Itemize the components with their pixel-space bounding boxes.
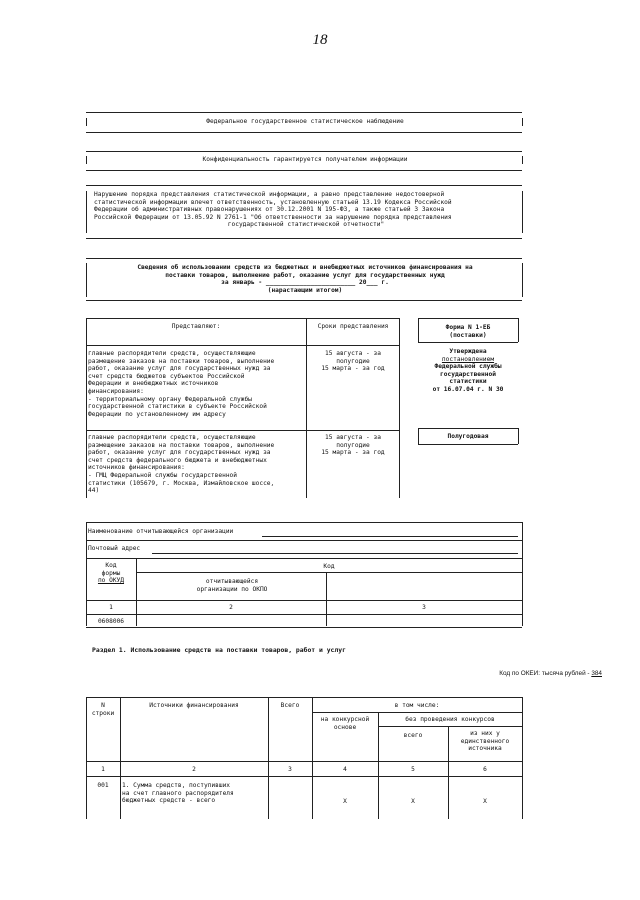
liability-line: государственной статистической отчетности": [227, 221, 385, 229]
competitive-header-line: основе: [333, 723, 357, 731]
single-source-header-line: единственного: [460, 737, 510, 745]
liability-notice: [94, 191, 518, 229]
box4-bottom-rule: [86, 300, 522, 301]
box1-left: [86, 118, 87, 126]
who-line: - ГМЦ Федеральной службы государственной: [88, 471, 238, 479]
box3-top-rule: [86, 185, 522, 186]
code-header-rule: [136, 572, 522, 573]
period-box-right: [518, 428, 519, 444]
box2-top-rule: [86, 151, 522, 152]
form-number: Форма N 1-ЕБ: [445, 324, 491, 331]
who-line: финансирования:: [88, 387, 144, 395]
who-line: главные распорядители средств, осуществляющие: [88, 350, 256, 357]
okpo-header-line: отчитывающейся: [205, 578, 259, 585]
form-box-mid: [418, 342, 518, 343]
including-rule: [312, 712, 522, 713]
report-title-line: поставки товаров, выполнение работ, оказание услуг для государственных нужд: [165, 271, 445, 279]
box3-left: [86, 191, 87, 233]
when-line: 15 августа - за: [325, 350, 381, 357]
approval-line: статистики: [449, 378, 487, 386]
report-period-line: за январь - ________________________ 20___ г.: [221, 279, 389, 287]
submit-row-1-when: [309, 350, 397, 373]
org-top-rule: [86, 522, 522, 523]
postal-address-label: Почтовый адрес: [88, 545, 141, 552]
who-header: Представляют:: [171, 323, 221, 330]
code-values-rule: [86, 614, 522, 615]
okpo-header: [140, 578, 324, 593]
when-line: 15 марта - за год: [321, 365, 385, 373]
report-cumulative-note: (нарастающим итогом): [267, 286, 343, 294]
funding-source-header: Источники финансирования: [149, 702, 239, 709]
row-number: 001: [97, 782, 109, 789]
who-line: счет средств бюджетов субъектов Российской: [88, 372, 245, 380]
row-number-header-line: строки: [91, 709, 115, 717]
row-number-header: [88, 702, 118, 717]
including-header: в том числе:: [394, 702, 440, 709]
single-source-header-line: источника: [468, 745, 502, 753]
single-source-header-line: из них у: [470, 730, 500, 737]
row-competitive: Х: [343, 798, 347, 805]
row-source-line: на счет главного распорядителя: [122, 789, 234, 797]
org-name-field[interactable]: [262, 536, 518, 537]
colnum: 1: [109, 604, 113, 611]
colnum: 3: [288, 766, 292, 773]
code-header: Код: [323, 563, 335, 570]
form-box-right: [518, 318, 519, 342]
liability-line: Нарушение порядка представления статистической информации, а равно представление недостоверной: [94, 191, 445, 198]
box2-bottom-rule: [86, 170, 522, 171]
colnum: 4: [343, 766, 347, 773]
table-row: [86, 780, 522, 816]
box3-bottom-rule: [86, 238, 522, 239]
sec-colnum-rule: [86, 776, 522, 777]
org-left: [86, 522, 87, 626]
box1-top-rule: [86, 112, 522, 113]
who-line: главные распорядители средств, осуществляющие: [88, 434, 256, 441]
who-line: государственной статистики в субъекте Российской: [88, 403, 267, 411]
box4-left: [86, 263, 87, 297]
submit-header-rule: [86, 345, 400, 346]
okud-header: [88, 562, 134, 585]
noncompetitive-rule: [378, 726, 522, 727]
period-box-bottom: [418, 444, 518, 445]
who-line: размещение заказов на поставки товаров, выполнение: [88, 441, 275, 449]
sec-header-rule: [86, 761, 522, 762]
okpo-header-line: организации по ОКПО: [196, 585, 268, 593]
approval-line: Утверждена: [449, 348, 487, 355]
org-bottom-rule: [86, 627, 522, 628]
when-line: 15 марта - за год: [321, 449, 385, 457]
who-line: статистики (105679, г. Москва, Измайловское шоссе,: [88, 479, 275, 487]
confidentiality-note: Конфиденциальность гарантируется получателем информации: [202, 156, 408, 163]
who-line: счет средств федерального бюджета и внебюджетных: [88, 456, 267, 464]
competitive-header: [314, 716, 376, 731]
box1-right: [522, 118, 523, 126]
sec-col-6: [522, 697, 523, 819]
submit-row-2-who: [88, 434, 304, 495]
submit-row-rule: [86, 430, 400, 431]
row-noncompetitive: Х: [411, 798, 415, 805]
report-periodicity: Полугодовая: [447, 433, 489, 440]
okud-header-line: формы: [101, 569, 121, 577]
who-line: Федерации по установленному им адресу: [88, 410, 226, 418]
noncompetitive-header: без проведения конкурсов: [405, 716, 495, 723]
row-source: [122, 782, 268, 805]
address-rule: [86, 558, 522, 559]
colnum: 6: [483, 766, 487, 773]
box4-top-rule: [86, 258, 522, 259]
report-title: [92, 264, 518, 294]
approval-line: Федеральной службы: [434, 363, 502, 371]
okud-header-line: Код: [105, 562, 117, 569]
form-subtitle: (поставки): [449, 332, 487, 339]
all-header: всего: [403, 732, 423, 739]
when-header: Сроки представления: [317, 323, 389, 330]
colnum: 2: [229, 604, 233, 611]
okei-label: Код по ОКЕИ: тысяча рублей -: [499, 670, 592, 677]
when-line: полугодие: [336, 441, 370, 449]
federal-observation-title: Федеральное государственное статистическое наблюдение: [206, 118, 404, 125]
box2-right: [522, 156, 523, 164]
okud-header-line: по ОКУД: [97, 577, 125, 585]
submit-top-rule: [86, 318, 400, 319]
who-line: - территориальному органу Федеральной службы: [88, 395, 252, 403]
who-line: работ, оказание услуг для государственных нужд за: [88, 449, 271, 457]
who-line: источников финансирования:: [88, 464, 185, 472]
form-box-left: [418, 318, 419, 342]
liability-line: статистической информации влечет ответственность, установленную статьей 13.19 Кодекса Российской: [94, 198, 452, 206]
row-single-source: Х: [483, 798, 487, 805]
who-line: 44): [88, 487, 100, 495]
okud-code: 0608006: [97, 618, 125, 625]
section-1-title: Раздел 1. Использование средств на поставки товаров, работ и услуг: [92, 646, 346, 654]
approval-block: [420, 348, 516, 394]
single-source-header: [450, 730, 520, 753]
submit-row-1-who: [88, 350, 304, 418]
total-header: Всего: [280, 702, 300, 709]
okei-code: 384: [591, 670, 602, 677]
okei-unit: [430, 670, 602, 677]
competitive-header-line: на конкурсной: [320, 716, 370, 723]
colnum: 5: [411, 766, 415, 773]
approval-line: от 16.07.04 г. N 30: [432, 385, 504, 393]
liability-line: Российской Федерации от 13.05.92 N 2761-1 "Об ответственности за нарушение порядка представления: [94, 213, 452, 221]
approval-line: государственной: [440, 370, 496, 378]
report-title-line: Сведения об использовании средств из бюджетных и внебюджетных источников финансирования на: [137, 264, 473, 271]
row-source-line: бюджетных средств - всего: [122, 797, 216, 805]
box2-left: [86, 156, 87, 164]
form-box-top: [418, 318, 518, 319]
org-right: [522, 522, 523, 626]
period-box-top: [418, 428, 518, 429]
liability-line: Федерации об административных правонарушениях от 30.12.2001 N 195-ФЗ, а также статьей 3 Закона: [94, 206, 445, 214]
colnum: 1: [101, 766, 105, 773]
when-line: 15 августа - за: [325, 434, 381, 441]
page-number: 18: [312, 32, 328, 48]
box1-bottom-rule: [86, 132, 522, 133]
colnum: 2: [192, 766, 196, 773]
box3-right: [522, 191, 523, 233]
okpo-col-divider: [326, 572, 327, 626]
org-name-label: Наименование отчитывающейся организации: [88, 528, 234, 535]
when-line: полугодие: [336, 357, 370, 365]
who-line: размещение заказов на поставки товаров, выполнение: [88, 357, 275, 365]
code-colnum-rule: [86, 600, 522, 601]
code-col-divider: [136, 558, 137, 626]
postal-address-field[interactable]: [152, 553, 518, 554]
who-line: работ, оказание услуг для государственных нужд за: [88, 365, 271, 373]
approval-line: постановлением: [441, 355, 495, 363]
submit-row-2-when: [309, 434, 397, 457]
org-name-rule: [86, 540, 522, 541]
who-line: Федерации и внебюджетных источников: [88, 380, 219, 388]
row-number-header-line: N: [101, 702, 105, 709]
box4-right: [522, 263, 523, 297]
row-source-line: 1. Сумма средств, поступивших: [122, 782, 231, 789]
sec-top-rule: [86, 697, 522, 698]
colnum: 3: [422, 604, 426, 611]
period-box-left: [418, 428, 419, 444]
